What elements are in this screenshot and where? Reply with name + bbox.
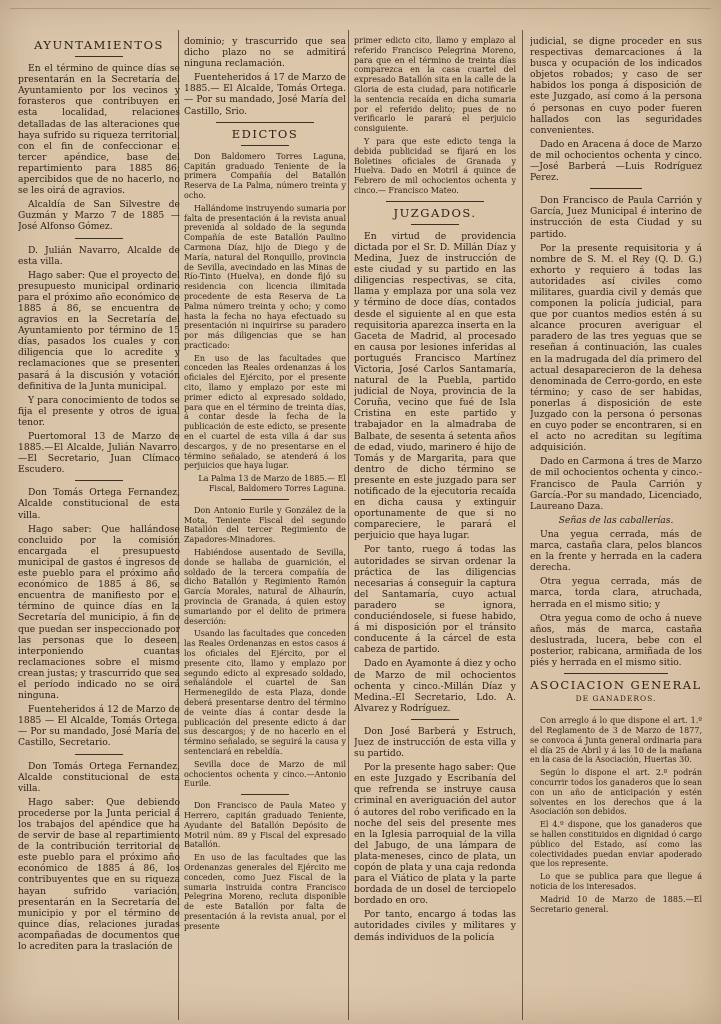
top-border-line — [10, 8, 711, 9]
column-3 — [354, 36, 516, 1018]
separator — [75, 480, 124, 481]
notice-paragraph: Y para conocimiento de todos se fija el presente y otros de igual tenor. — [18, 394, 180, 428]
notice-signature: Puertomoral 13 de Marzo de 1885.—El Alcalde, Julián Navarro.—El Secretario, Juan Clímaco Escudero. — [18, 431, 180, 476]
association-paragraph: Con arreglo á lo que dispone el art. 1.º del Reglamento de 3 de Marzo de 1877, se convoca á Junta general ordinaria para el día 25 de Abril y á las 10 de la mañana en la casa de la Asociación, Huertas 30. — [530, 716, 702, 765]
edict-paragraph: Habiéndose ausentado de Sevilla, donde se hallaba de guarnición, el soldado de la tercera compañía de dicho Batallón y Regimiento Ramón García Morales, natural de Alhaurín, provincia de Granada, á quien estoy sumariando por el delito de primera deserción: — [184, 548, 346, 626]
column-rule — [348, 30, 349, 1020]
association-paragraph: El 4.º dispone, que los ganaderos que se hallen constituidos en dignidad ó cargo público del Estado, así como las colectividades puedan enviar apoderado que los represente. — [530, 820, 702, 869]
court-signature: Dado en Aracena á doce de Marzo de mil ochocientos ochenta y cinco.—José Barberá —Luis Rodríguez Perez. — [530, 138, 702, 184]
notice-paragraph: Don Tomás Ortega Fernandez, Alcalde constitucional de esta villa. — [18, 760, 180, 794]
column-rule — [522, 30, 523, 1020]
edict-paragraph: Usando las facultades que conceden las Reales Ordenanzas en estos casos á los oficiales del Ejército, por el presente cito, llamo y emplazo por segundo edicto al expresado soldado, señalándole el cuartel de San Hermenegildo de esta Plaza, donde deberá presentarse dentro del término de veinte días á contar desde la publicación del presente edicto á dar sus descargos; y de no hacerlo en el término señalado, se seguirá la causa y sentenciará en rebeldía. — [184, 629, 346, 756]
horse-description: Otra yegua cerrada, más de marca, torda clara, atruchada, herrada en el mismo sitio; y — [530, 576, 702, 610]
separator — [241, 499, 290, 500]
section-subheading: DE GANADEROS. — [575, 694, 657, 704]
edict-paragraph: Don Baldomero Torres Laguna, Capitán graduado Teniente de la primera Compañía del Batallón Reserva de La Palma, número treinta y ocho. — [184, 151, 346, 200]
association-paragraph: Lo que se publica para que llegue á noticia de los interesados. — [530, 872, 702, 891]
court-paragraph: Don José Barberá y Estruch, Juez de instrucción de esta villa y su partido. — [354, 725, 516, 760]
association-signature: Madrid 10 de Marzo de 1885.—El Secretario general. — [530, 894, 702, 914]
notice-paragraph: D. Julián Navarro, Alcalde de esta villa. — [18, 244, 180, 267]
notice-signature: Fuenteheridos á 12 de Marzo de 1885 — El Alcalde, Tomás Ortega. — Por su mandado, José María del Castillo, Secretario. — [18, 704, 180, 749]
court-paragraph: Por la presente hago saber: Que en este Juzgado y Escribanía del que refrenda se instruye causa criminal en averiguación del autor ó autores del robo verificado en la noche del seis del presente mes en la Iglesia parroquial de la villa del Jabugo, de una lámpara de plata-meneses, cinco de plata, un copón de plata y una caja redonda para el Viático de plata y la parte bordada de un dosel de terciopelo bordado en oro. — [354, 762, 516, 907]
court-signature: Dado en Carmona á tres de Marzo de mil ochocientos ochenta y cinco.-Francisco de Paula Carrión y García.-Por su mandado, Licenciado, Laureano Daza. — [530, 456, 702, 512]
edict-paragraph: En uso de las facultades que conceden las Reales ordenanzas á los oficiales del Ejército, por el presente cito, llamo y emplazo por este mi primer edicto al expresado soldado, para que en el término de treinta días, á contar desde la fecha de la publicación de este edicto, se presente en el cuartel de esta villa á dar sus descargos, y de no presentarse en el término señalado, se atenderá á los perjuicios que haya lugar. — [184, 353, 346, 471]
notice-paragraph: Hago saber: Que hallándose concluido por la comisión encargada el presupuesto municipal de gastos é ingresos de este pueblo para el próximo año económico de 1885 á 86, se encuentra de manifiesto por el término de quince días en la Secretaría del municipio, á fin de que puedan ser inspeccionado por las personas que lo deseen, interponiendo cuantas reclamaciones sobre el mismo crean justas; y trascurrido que sea el período indicado no se oirá ninguna. — [18, 523, 180, 702]
horse-description: Otra yegua como de ocho á nueve años, más de marca, castaña deslustrada, lucera, bebe con el posterior, rabicana, armiñada de los piés y herrada en el mismo sitio. — [530, 612, 702, 668]
separator — [386, 201, 483, 202]
column-1 — [18, 36, 180, 1018]
notice-paragraph: En el término de quince días se presentarán en la Secretaría del Ayuntamiento por los vecinos y forasteros que contribuyen en esta localidad, relaciones detalladas de las alteraciones que haya sufrido su riqueza territorial, con el fin de confeccionar el tercer apéndice, base del repartimiento para 1885 86; apercibidos que de no hacerlo, no se les oirá de agravios. — [18, 63, 180, 197]
section-heading-asociacion: ASOCIACION GENERAL — [530, 678, 702, 693]
separator — [241, 794, 290, 795]
court-paragraph: judicial, se digne proceder en sus respectivas demarcaciones á la busca y ocupación de los indicados objetos robados; y caso de ser habidos los ponga á disposición de este Juzgado, así como á la persona ó personas en cuyo poder fueren hallados con las seguridades convenientes. — [530, 36, 702, 136]
edict-paragraph: Don Antonio Eurile y González de la Mota, Teniente Fiscal del segundo Batallón del tercer Regimiento de Zapadores-Minadores. — [184, 505, 346, 545]
notice-paragraph: dominio; y trascurrido que sea dicho plazo no se admitirá ninguna reclamación. — [184, 36, 346, 70]
separator — [590, 188, 642, 189]
court-paragraph: Por la presente requisitoria y á nombre de S. M. el Rey (Q. D. G.) exhorto y requiero á todas las autoridades así civiles como militares, guardia civil y demás que componen la policía judicial, para que por cuantos medios estén á su alcance procuren averiguar el paradero de las tres yeguas que se reseñan á continuación, las cuales en la madrugada del día primero del actual desaparecieron de la dehesa denominada de Cerro-gordo, en este término; y caso de ser habidas, ponerlas á disposición de este Juzgado con la persona ó personas en cuyo poder se encontraren, si en el acto no acreditan su legítima adquisición. — [530, 242, 702, 454]
court-paragraph: Por tanto, ruego á todas las autoridades se sirvan ordenar la práctica de las diligencias necesarias á conseguir la captura del Santamaría, cuyo actual paradero se ignora, conduciéndosele, si fuese habido, á mi disposición por el tránsito conducente á la cárcel de esta cabeza de partido. — [354, 544, 516, 656]
separator — [75, 754, 124, 755]
edict-paragraph: Hallándome instruyendo sumaria por falta de presentación á la revista anual prevenida al soldado de la segunda Compañía de este Batallón Paulino Carmona Díaz, hijo de Diego y de María, natural del Ronquillo, provincia de Sevilla, avecindado en las Minas de Río-Tinto (Huelva), en donde fijó su residencia con licencia ilimitada procedente de esta Reserva de La Palma número treinta y ocho; y como hasta la fecha no haya efectuado su presentación ni inquirirse su paradero por más diligencias que se han practicado: — [184, 203, 346, 350]
separator — [590, 709, 642, 710]
horse-description-heading: Señas de las caballerías. — [558, 514, 674, 526]
column-2 — [184, 36, 346, 1018]
court-paragraph: Don Francisco de Paula Carrión y García, Juez Municipal é interino de instrucción de esta Ciudad y su partido. — [530, 195, 702, 240]
separator — [411, 224, 460, 225]
section-heading-edictos: EDICTOS — [231, 126, 299, 141]
section-heading-ayuntamientos: AYUNTAMIENTOS — [34, 38, 164, 52]
separator — [75, 56, 124, 57]
section-heading-juzgados: JUZGADOS. — [393, 205, 477, 220]
edict-signature: La Palma 13 de Marzo de 1885.— El Fiscal, Baldomero Torres Laguna. — [198, 474, 346, 494]
court-signature: Dado en Ayamonte á diez y ocho de Marzo de mil ochocientos ochenta y cinco.-Millán Díaz y Medina.-El Secretario, Ldo. A. Alvarez y Rodríguez. — [354, 658, 516, 714]
edict-paragraph: primer edicto cito, llamo y emplazo al referido Francisco Pelegrina Moreno, para que en el término de treinta días comparezca en la casa cuartel del expresado Batallón sita en la calle de la Gloria de esta ciudad, para notificarle la sentencia recaída en dicha sumaria por el referido delito; pues de no verificarlo le parará el perjuicio consiguiente. — [354, 36, 516, 134]
column-4 — [530, 36, 702, 1018]
edict-signature: Sevilla doce de Marzo de mil ochocientos ochenta y cinco.—Antonio Eurile. — [184, 759, 346, 789]
notice-paragraph: Hago saber: Que debiendo procederse por la Junta pericial á los trabajos del apéndice que ha de servir de base al repartimiento de la contribución territorial de este pueblo para el próximo año económico de 1885 á 86, los contribuyentes que en su riqueza hayan sufrido variación, presentarán en la Secretaría del municipio y por el término de quince días, relaciones juradas acompañadas de documentos que lo acrediten para la traslación de — [18, 796, 180, 953]
edict-paragraph: Don Francisco de Paula Mateo y Herrero, capitán graduado Teniente, Ayudante del Batallón Depósito de Motril núm. 89 y Fiscal del expresado Batallón. — [184, 801, 346, 850]
notice-signature: Fuenteheridos á 17 de Marzo de 1885.— El Alcalde, Tomás Ortega. — Por su mandado, José María del Castillo, Srio. — [184, 72, 346, 117]
separator — [216, 122, 313, 123]
notice-paragraph: Hago saber: Que el proyecto del presupuesto municipal ordinario para el próximo año económico de 1885 á 86, se encuentra de agravios en la Secretaría del Ayuntamiento por término de 15 días, pasados los cuales y con diligencia que lo acredite y reclamaciones que se presenten pasará á la discusión y votación definitiva de la Junta municipal. — [18, 269, 180, 392]
edict-paragraph: En uso de las facultades que las Ordenanzas generales del Ejército me conceden, como Juez Fiscal de la sumaria instruida contra Francisco Pelegrina Moreno, recluta disponible de este Batallón por falta de presentación á la revista anual, por el presente — [184, 853, 346, 931]
horse-description: Una yegua cerrada, más de marca, castaña clara, pelos blancos en la frente y herrada en la cadera derecha. — [530, 528, 702, 574]
notice-signature: Alcaldía de San Silvestre de Guzmán y Marzo 7 de 1885 — José Alfonso Gómez. — [18, 199, 180, 233]
association-paragraph: Según lo dispone el art. 2.º podrán concurrir todos los ganaderos que lo sean con un año de anticipación y estén solventes en los derechos que á la Asociación son debidos. — [530, 768, 702, 817]
court-paragraph: En virtud de providencia dictada por el Sr. D. Millán Díaz y Medina, Juez de instrucción de este ciudad y su partido en las diligencias respectivas, se cita, llama y emplaza por una sola vez y término de doce días, contados desde el siguiente al en que esta requisitoria aparezca inserta en la Gaceta de Madrid, al procesado en causa por lesiones inferidas al portugués Francisco Martínez Victoria, José Carlos Santamaría, natural de la Puebla, partido judicial de Noya, provincia de la Coruña, vecino que fué de Isla Cristina en este partido y trabajador en la almadraba de Balbate, de sesenta á setenta años de edad, viudo, marinero é hijo de Tomás y de Margarita, para que dentro de dicho término se presente en este juzgado para ser notificado de la ejecutoria recaída en dicha causa y extinguir oportunamente de que si no compareciere, le parará el perjuicio que haya lugar. — [354, 230, 516, 542]
court-paragraph: Por tanto, encargo á todas las autoridades civiles y militares y demás individuos de la policía — [354, 909, 516, 943]
notice-paragraph: Don Tomás Ortega Fernandez, Alcalde constitucional de esta villa. — [18, 487, 180, 521]
edict-paragraph: Y para que este edicto tenga la debida publicidad se fijará en los Boletines oficiales de Granada y Huelva. Dado en Motril á quince de Febrero de mil ochocientos ochenta y cinco.— Francisco Mateo. — [354, 136, 516, 195]
separator — [75, 238, 124, 239]
separator — [411, 719, 460, 720]
separator — [564, 673, 667, 674]
separator — [241, 145, 290, 146]
